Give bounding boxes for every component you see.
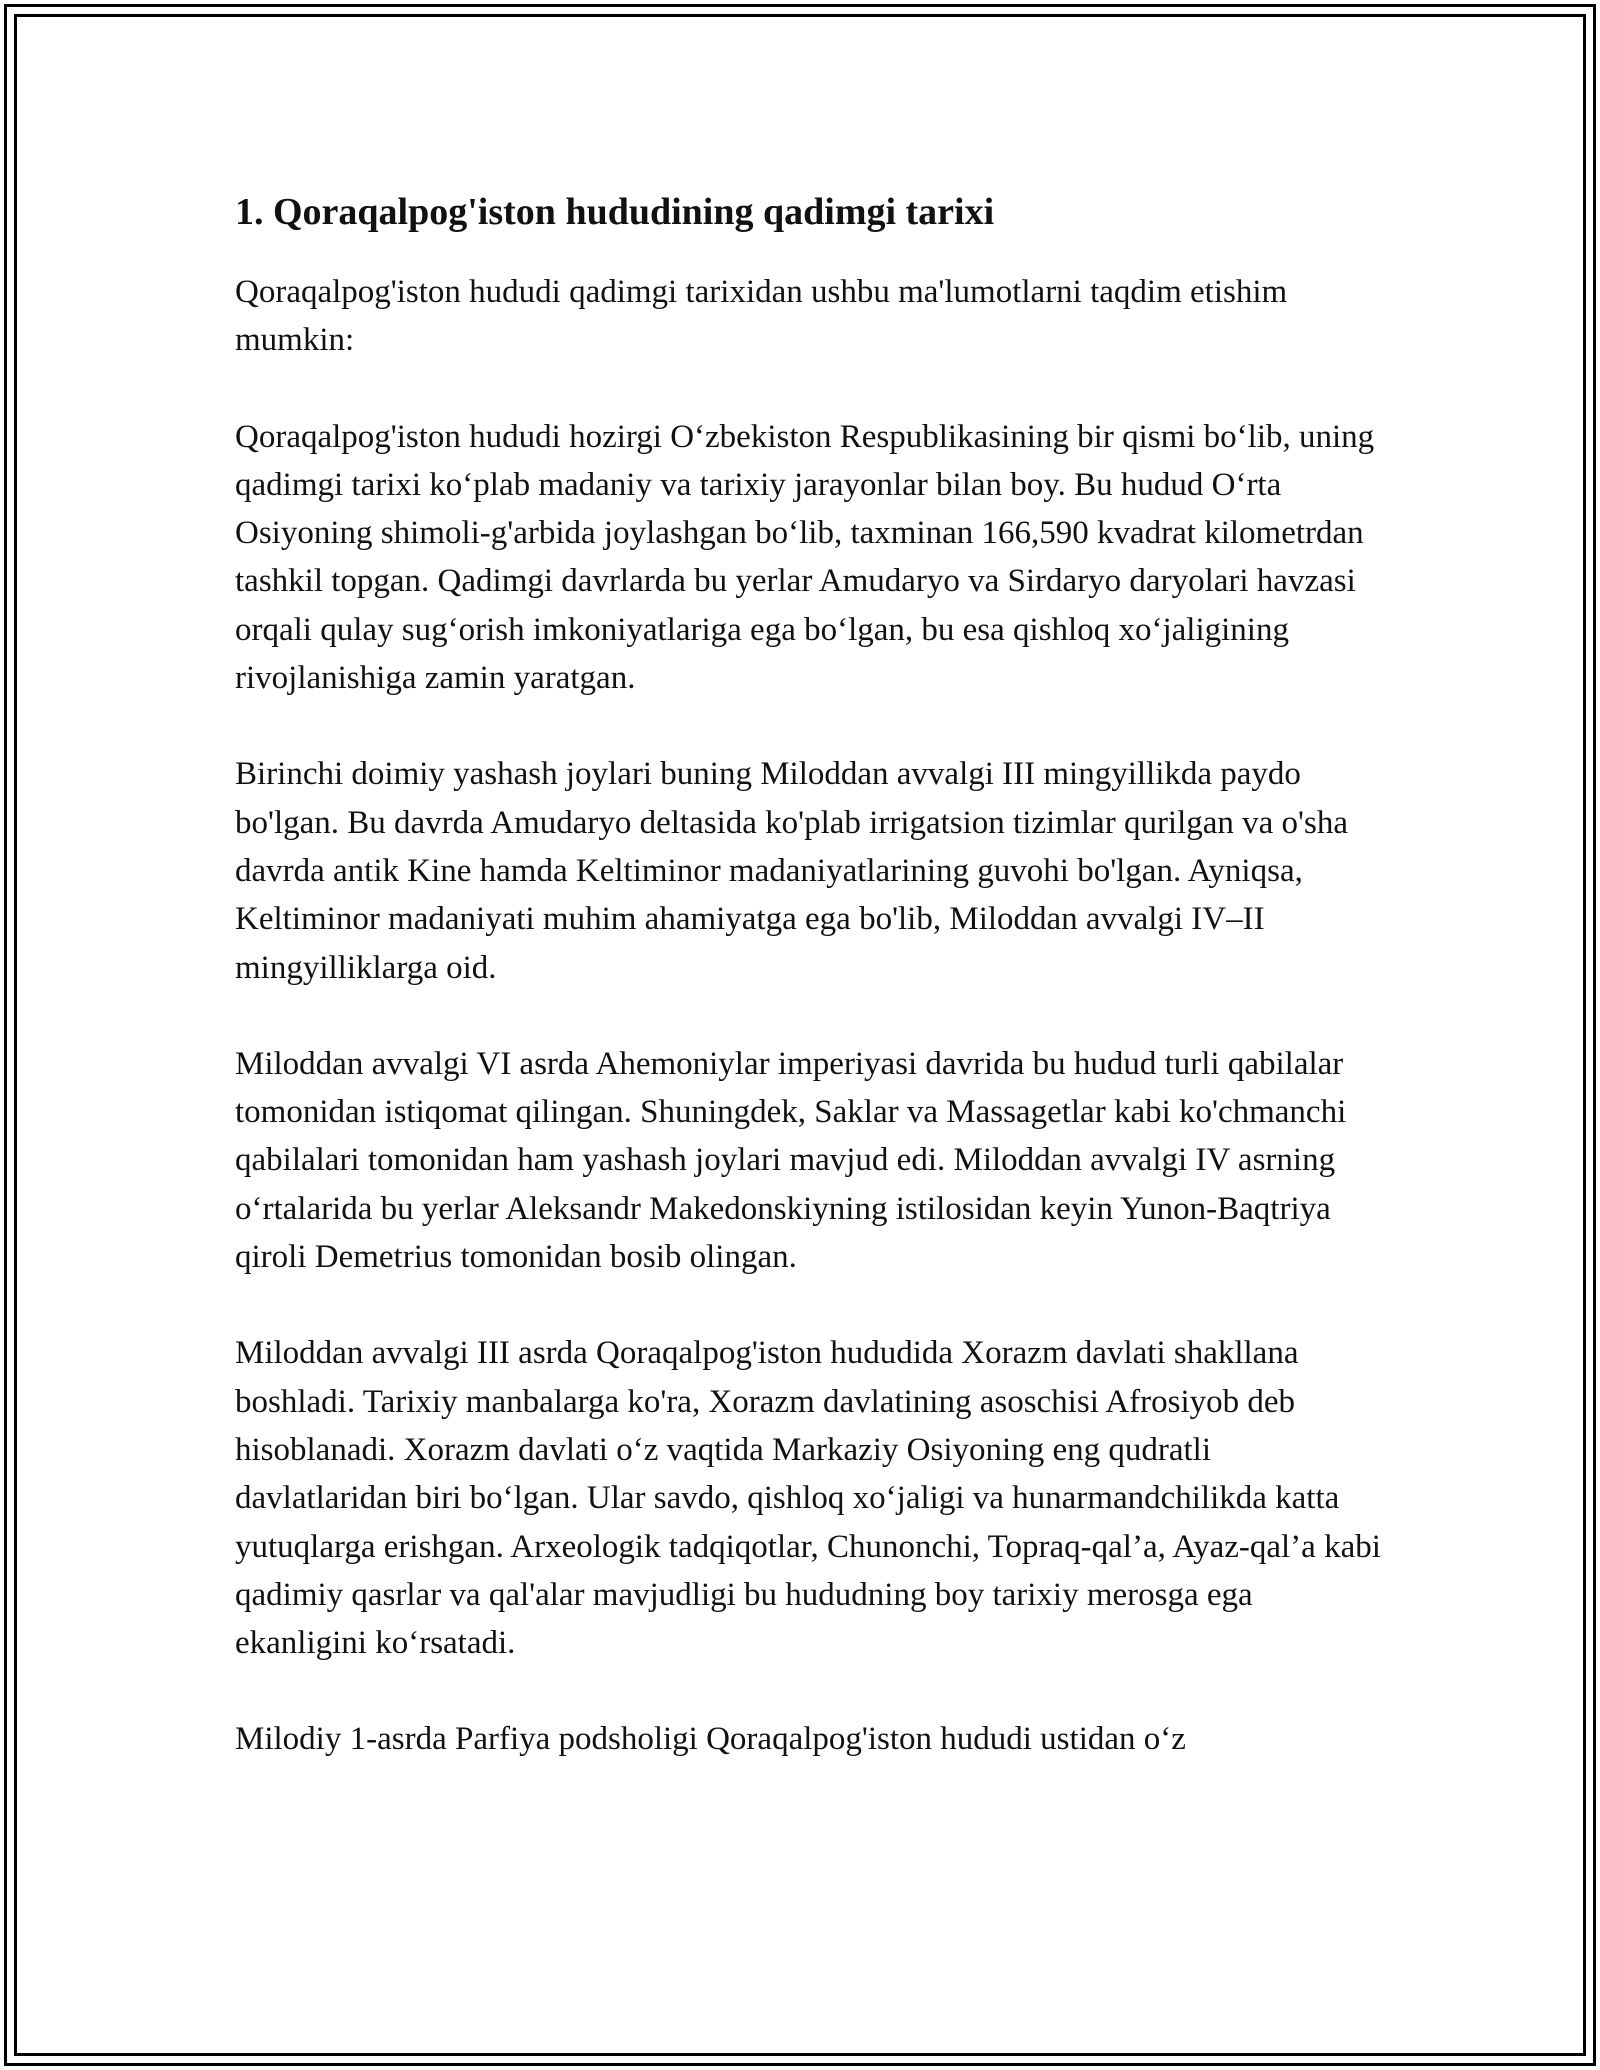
paragraph-parthian-period: Milodiy 1-asrda Parfiya podsholigi Qoraqalpog'iston hududi ustidan o‘z	[235, 1721, 1186, 1758]
paragraph-khorezm-state: Miloddan avvalgi III asrda Qoraqalpog'iston hududida Xorazm davlati shakllana boshladi. Tarixiy manbalarga ko'ra, Xorazm davlatining asoschisi Afrosiyob deb hisoblanadi. Xorazm davlati o‘z vaqtida Markaziy Osiyoning eng qudratli davlatlaridan biri bo‘lgan. Ular savdo, qishloq xo‘jaligi va hunarmandchilikda katta yutuqlarga erishgan. Arxeologik tadqiqotlar, Chunonchi, Topraq-qal’a, Ayaz-qal’a kabi qadimiy qasrlar va qal'alar mavjudligi bu hududning boy tarixiy merosga ega ekanligini ko‘rsatadi.	[235, 1335, 1381, 1662]
paragraph-intro: Qoraqalpog'iston hududi qadimgi tarixidan ushbu ma'lumotlarni taqdim etishim mumkin:	[235, 274, 1288, 359]
section-heading: 1. Qoraqalpog'iston hududining qadimgi tarixi	[235, 191, 995, 233]
paragraph-first-settlements: Birinchi doimiy yashash joylari buning Miloddan avvalgi III mingyillikda paydo bo'lgan. Bu davrda Amudaryo deltasida ko'plab irrigatsion tizimlar qurilgan va o'sha davrda antik Kine hamda Keltiminor madaniyatlarining guvohi bo'lgan. Ayniqsa, Keltiminor madaniyati muhim ahamiyatga ega bo'lib, Miloddan avvalgi IV–II mingyilliklarga oid.	[235, 756, 1348, 986]
paragraph-achaemenid-period: Miloddan avvalgi VI asrda Ahemoniylar imperiyasi davrida bu hudud turli qabilalar tomonidan istiqomat qilingan. Shuningdek, Saklar va Massagetlar kabi ko'chmanchi qabilalari tomonidan ham yashash joylari mavjud edi. Miloddan avvalgi IV asrning o‘rtalarida bu yerlar Aleksandr Makedonskiyning istilosidan keyin Yunon-Baqtriya qiroli Demetrius tomonidan bosib olingan.	[235, 1045, 1347, 1276]
paragraph-geography: Qoraqalpog'iston hududi hozirgi O‘zbekiston Respublikasining bir qismi bo‘lib, uning qadimgi tarixi ko‘plab madaniy va tarixiy jarayonlar bilan boy. Bu hudud O‘rta Osiyoning shimoli-g'arbida joylashgan bo‘lib, taxminan 166,590 kvadrat kilometrdan tashkil topgan. Qadimgi davrlarda bu yerlar Amudaryo va Sirdaryo daryolari havzasi orqali qulay sug‘orish imkoniyatlariga ega bo‘lgan, bu esa qishloq xo‘jaligining rivojlanishiga zamin yaratgan.	[235, 418, 1375, 697]
document-body	[235, 186, 1385, 1812]
